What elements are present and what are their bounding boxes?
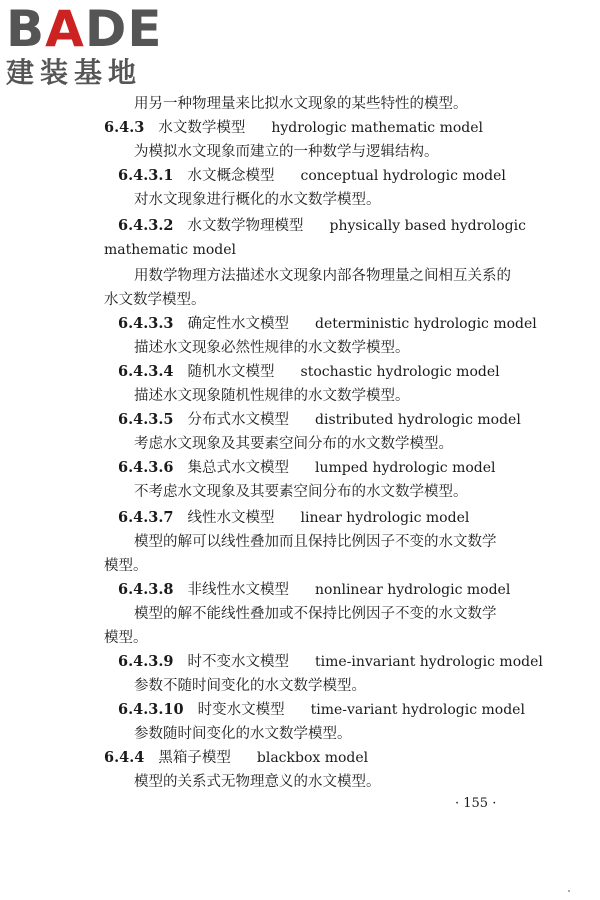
definition-text: 考虑水文现象及其要素空间分布的水文数学模型。 — [134, 436, 453, 452]
term-entry — [118, 314, 537, 334]
term-number: 6.4.3.4 — [118, 363, 174, 380]
definition-text: 模型。 — [104, 630, 148, 646]
definition-text: 模型的解不能线性叠加或不保持比例因子不变的水文数学 — [134, 606, 497, 622]
term-number: 6.4.3.2 — [118, 217, 174, 234]
term-entry — [118, 166, 506, 186]
term-number: 6.4.3.9 — [118, 653, 174, 670]
term-entry — [104, 118, 483, 138]
term-cn: 水文数学物理模型 — [187, 218, 304, 234]
definition-text: 模型的解可以线性叠加而且保持比例因子不变的水文数学 — [134, 534, 497, 550]
term-entry — [118, 700, 525, 720]
term-cn: 集总式水文模型 — [187, 460, 290, 476]
term-cn: 分布式水文模型 — [187, 412, 290, 428]
term-number: 6.4.3 — [104, 119, 145, 136]
term-cn: 非线性水文模型 — [187, 582, 290, 598]
term-entry — [118, 458, 496, 478]
definition-text: 模型的关系式无物理意义的水文模型。 — [134, 774, 381, 790]
term-en-continued: mathematic model — [104, 242, 236, 258]
term-en: linear hydrologic model — [300, 510, 470, 526]
term-entry — [118, 652, 543, 672]
term-en: lumped hydrologic model — [315, 460, 496, 476]
definition-text: 对水文现象进行概化的水文数学模型。 — [134, 192, 381, 208]
term-cn: 随机水文模型 — [187, 364, 275, 380]
term-entry — [118, 216, 526, 236]
term-en: distributed hydrologic model — [315, 412, 521, 428]
term-entry — [118, 362, 500, 382]
term-en: conceptual hydrologic model — [300, 168, 506, 184]
term-entry — [104, 748, 368, 768]
term-en: time-variant hydrologic model — [310, 702, 525, 718]
definition-text: 描述水文现象随机性规律的水文数学模型。 — [134, 388, 410, 404]
term-entry — [118, 508, 469, 528]
term-entry — [118, 410, 521, 430]
term-cn: 水文概念模型 — [187, 168, 275, 184]
definition-text: 参数随时间变化的水文数学模型。 — [134, 726, 352, 742]
definition-text: 参数不随时间变化的水文数学模型。 — [134, 678, 366, 694]
logo-subtitle: 建装基地 — [6, 56, 143, 89]
term-number: 6.4.3.6 — [118, 459, 174, 476]
term-cn: 时不变水文模型 — [187, 654, 290, 670]
term-number: 6.4.3.1 — [118, 167, 174, 184]
term-en: stochastic hydrologic model — [300, 364, 500, 380]
bade-logo — [6, 0, 176, 90]
definition-text: 描述水文现象必然性规律的水文数学模型。 — [134, 340, 410, 356]
term-cn: 水文数学模型 — [158, 120, 246, 136]
term-cn: 时变水文模型 — [197, 702, 285, 718]
definition-text: 水文数学模型。 — [104, 292, 206, 308]
term-cn: 线性水文模型 — [187, 510, 275, 526]
page-number: · 155 · — [455, 796, 497, 811]
term-en: deterministic hydrologic model — [315, 316, 537, 332]
definition-text: 用数学物理方法描述水文现象内部各物理量之间相互关系的 — [134, 268, 511, 284]
term-en: hydrologic mathematic model — [271, 120, 484, 136]
definition-text: 模型。 — [104, 558, 148, 574]
term-number: 6.4.3.7 — [118, 509, 174, 526]
logo-wordmark: BADE — [6, 0, 163, 58]
definition-text: 为模拟水文现象而建立的一种数学与逻辑结构。 — [134, 144, 439, 160]
definition-text: 用另一种物理量来比拟水文现象的某些特性的模型。 — [134, 96, 468, 112]
term-en: blackbox model — [256, 750, 369, 766]
term-number: 6.4.3.3 — [118, 315, 174, 332]
definition-text: 不考虑水文现象及其要素空间分布的水文数学模型。 — [134, 484, 468, 500]
term-en: physically based hydrologic — [329, 218, 526, 234]
term-number: 6.4.4 — [104, 749, 145, 766]
term-number: 6.4.3.5 — [118, 411, 174, 428]
term-en: nonlinear hydrologic model — [315, 582, 511, 598]
term-cn: 黑箱子模型 — [158, 750, 231, 766]
term-en: time-invariant hydrologic model — [315, 654, 543, 670]
term-cn: 确定性水文模型 — [187, 316, 290, 332]
term-number: 6.4.3.10 — [118, 701, 184, 718]
term-entry — [118, 580, 510, 600]
term-number: 6.4.3.8 — [118, 581, 174, 598]
scan-speck — [568, 890, 570, 892]
